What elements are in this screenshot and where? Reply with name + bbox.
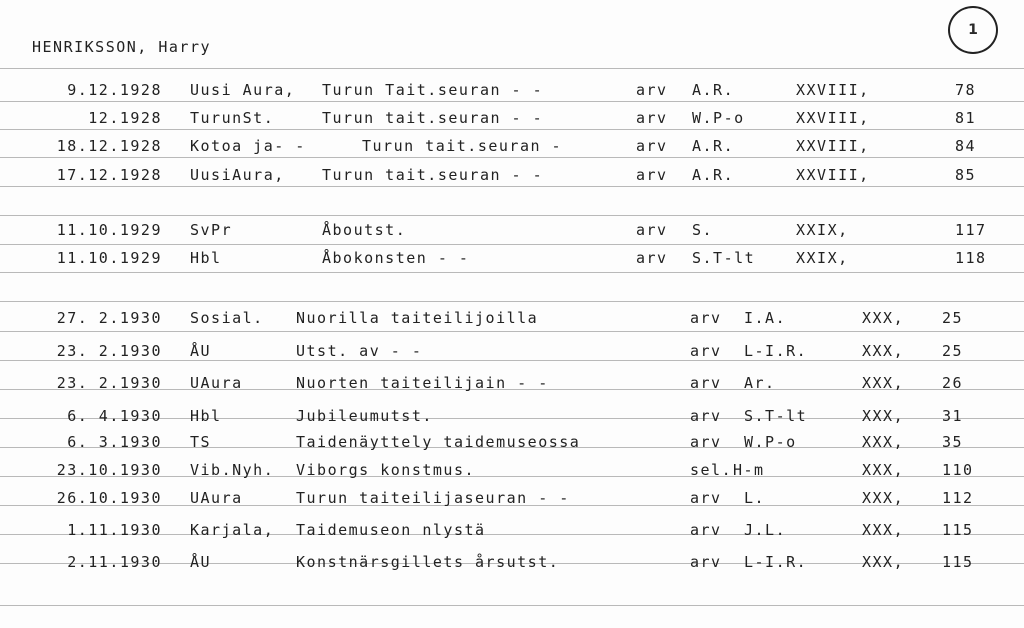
entry-kind: arv [636,81,668,99]
entry-volume: XXVIII, [796,81,870,99]
entry-critic: A.R. [692,137,735,155]
entry-volume: XXX, [862,553,905,571]
entry-volume: XXX, [862,489,905,507]
entry-date: 11.10.1929 [56,221,162,239]
entry-page: 26 [942,374,964,392]
entry-row [0,485,1024,511]
entry-row [0,517,1024,543]
entry-row [0,403,1024,429]
entry-source: Kotoa ja- - [190,137,306,155]
ruled-line [0,301,1024,302]
entry-critic: L. [744,489,766,507]
ruled-line [0,272,1024,273]
entry-volume: XXX, [862,342,905,360]
entry-row [0,217,1024,243]
entry-source: Sosial. [190,309,264,327]
entry-critic: A.R. [692,166,735,184]
entry-kind: arv [636,249,668,267]
entry-volume: XXIX, [796,221,849,239]
entry-date: 1.11.1930 [67,521,162,539]
entry-source: SvPr [190,221,233,239]
entry-source: UAura [190,374,243,392]
entry-date: 2.11.1930 [67,553,162,571]
entry-source: Hbl [190,249,222,267]
entry-kind: arv [690,521,722,539]
entry-row [0,77,1024,103]
entry-row [0,305,1024,331]
entry-date: 26.10.1930 [56,489,162,507]
entry-page: 118 [955,249,987,267]
entry-source: Vib.Nyh. [190,461,275,479]
entry-source: TS [190,433,212,451]
entry-page: 84 [955,137,977,155]
entry-title: Turun tait.seuran - - [322,109,544,127]
entry-critic: A.R. [692,81,735,99]
entry-volume: XXX, [862,521,905,539]
entry-volume: XXX, [862,461,905,479]
entry-date: 27. 2.1930 [56,309,162,327]
entry-title: Jubileumutst. [296,407,433,425]
entry-kind: arv [690,407,722,425]
entry-critic: W.P-o [744,433,797,451]
entry-source: Uusi Aura, [190,81,296,99]
entry-kind: arv [636,137,668,155]
entry-title: Taidemuseon nlystä [296,521,486,539]
entry-row [0,549,1024,575]
entry-critic: L-I.R. [744,553,808,571]
entry-row [0,338,1024,364]
entry-title: Turun Tait.seuran - - [322,81,544,99]
entry-volume: XXVIII, [796,137,870,155]
entry-row [0,429,1024,455]
entry-page: 110 [942,461,974,479]
entry-kind: arv [636,166,668,184]
entry-kind: arv [690,489,722,507]
entry-kind: sel. [690,461,733,479]
entry-kind: arv [636,109,668,127]
entry-page: 31 [942,407,964,425]
entry-volume: XXX, [862,374,905,392]
ruled-line [0,331,1024,332]
entry-date: 17.12.1928 [56,166,162,184]
ruled-line [0,605,1024,606]
entry-source: Hbl [190,407,222,425]
entry-source: UusiAura, [190,166,285,184]
entry-critic: Ar. [744,374,776,392]
entry-kind: arv [636,221,668,239]
entry-date: 23. 2.1930 [56,342,162,360]
entry-critic: S.T-lt [692,249,756,267]
entry-page: 25 [942,309,964,327]
entry-kind: arv [690,553,722,571]
entry-source: ÅU [190,342,212,360]
entry-critic: J.L. [744,521,787,539]
entry-critic: H-m [733,461,765,479]
entry-volume: XXX, [862,433,905,451]
entry-source: UAura [190,489,243,507]
entry-title: Turun tait.seuran - - [322,166,544,184]
entry-critic: L-I.R. [744,342,808,360]
entry-date: 6. 3.1930 [67,433,162,451]
entry-date: 6. 4.1930 [67,407,162,425]
entry-volume: XXX, [862,407,905,425]
ruled-line [0,68,1024,69]
entry-volume: XXVIII, [796,109,870,127]
entry-kind: arv [690,433,722,451]
entry-source: TurunSt. [190,109,275,127]
entry-critic: S.T-lt [744,407,808,425]
entry-title: Åboutst. [322,221,407,239]
entry-title: Turun taiteilijaseuran - - [296,489,570,507]
entry-critic: W.P-o [692,109,745,127]
entry-kind: arv [690,309,722,327]
entry-date: 23. 2.1930 [56,374,162,392]
entry-row [0,370,1024,396]
entry-title: Utst. av - - [296,342,423,360]
entry-page: 117 [955,221,987,239]
entry-critic: I.A. [744,309,787,327]
entry-page: 85 [955,166,977,184]
entry-page: 112 [942,489,974,507]
entry-title: Turun tait.seuran - [362,137,563,155]
entry-kind: arv [690,342,722,360]
ruled-line [0,215,1024,216]
entry-page: 81 [955,109,977,127]
entry-critic: S. [692,221,714,239]
entry-volume: XXIX, [796,249,849,267]
entry-date: 9.12.1928 [67,81,162,99]
entry-page: 115 [942,521,974,539]
entry-source: Karjala, [190,521,275,539]
entry-row [0,133,1024,159]
entry-row [0,457,1024,483]
entry-row [0,105,1024,131]
entry-row [0,162,1024,188]
entry-title: Nuorilla taiteilijoilla [296,309,539,327]
entry-date: 11.10.1929 [56,249,162,267]
entry-title: Taidenäyttely taidemuseossa [296,433,581,451]
entry-kind: arv [690,374,722,392]
entry-volume: XXX, [862,309,905,327]
card-heading-name: HENRIKSSON, Harry [32,38,212,56]
entry-page: 35 [942,433,964,451]
entry-page: 25 [942,342,964,360]
entry-title: Konstnärsgillets årsutst. [296,553,560,571]
entry-source: ÅU [190,553,212,571]
entry-row [0,245,1024,271]
entry-title: Viborgs konstmus. [296,461,476,479]
entry-title: Nuorten taiteilijain - - [296,374,549,392]
entry-volume: XXVIII, [796,166,870,184]
card-number-badge: 1 [948,6,998,54]
entry-page: 78 [955,81,977,99]
entry-date: 12.1928 [88,109,162,127]
entry-page: 115 [942,553,974,571]
entry-title: Åbokonsten - - [322,249,470,267]
entry-date: 23.10.1930 [56,461,162,479]
entry-date: 18.12.1928 [56,137,162,155]
